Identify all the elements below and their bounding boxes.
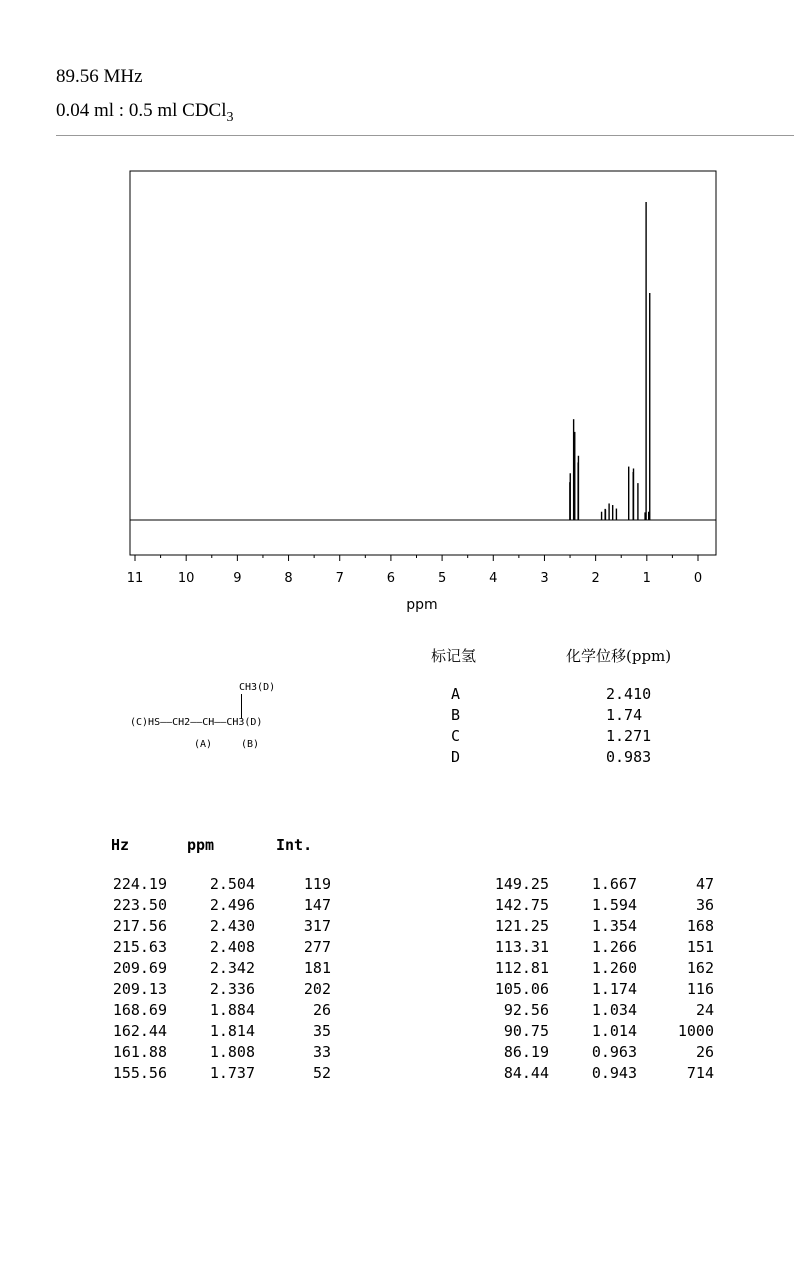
hydrogen-label: D — [451, 748, 461, 766]
spectrometer-frequency: 89.56 MHz — [56, 66, 143, 87]
peak-ppm: 1.814 — [209, 1022, 255, 1040]
x-tick-label: 3 — [540, 571, 549, 586]
x-tick-label: 1 — [642, 571, 651, 586]
x-tick-label: 5 — [437, 571, 447, 586]
peak-intensity: 35 — [312, 1022, 331, 1040]
peak-intensity: 24 — [695, 1001, 714, 1019]
hydrogen-label: C — [451, 727, 461, 745]
spectrum-peaks — [570, 202, 650, 520]
peak-intensity: 147 — [303, 896, 331, 914]
peak-ppm: 1.737 — [209, 1064, 255, 1082]
peak-intensity: 47 — [695, 875, 714, 893]
peak-hz: 92.56 — [503, 1001, 549, 1019]
peak-intensity: 181 — [303, 959, 331, 977]
x-tick-label: 7 — [335, 571, 344, 586]
peak-hz: 215.63 — [112, 938, 167, 956]
peak-hz: 105.06 — [494, 980, 549, 998]
peak-intensity: 26 — [312, 1001, 331, 1019]
x-tick-label: 8 — [284, 571, 293, 586]
x-tick-label: 10 — [177, 571, 195, 586]
peak-intensity: 277 — [303, 938, 331, 956]
sample-subscript: 3 — [226, 109, 234, 125]
peak-ppm: 2.342 — [209, 959, 255, 977]
structure-main-chain: (C)HS——CH2——CH——CH3(D) — [130, 717, 263, 728]
x-axis-label: ppm — [406, 597, 438, 613]
peak-hz: 217.56 — [112, 917, 167, 935]
x-tick-label: 2 — [591, 571, 600, 586]
peak-hz: 112.81 — [494, 959, 549, 977]
peak-ppm: 1.174 — [591, 980, 637, 998]
peak-hz: 162.44 — [112, 1022, 167, 1040]
peak-intensity: 36 — [695, 896, 714, 914]
peak-ppm: 2.496 — [209, 896, 255, 914]
peak-intensity: 116 — [686, 980, 714, 998]
peak-hz: 149.25 — [494, 875, 549, 893]
hydrogen-label: A — [451, 685, 461, 703]
shift-header: 化学位移(ppm) — [566, 647, 672, 665]
chemical-shift-value: 2.410 — [606, 685, 652, 703]
x-tick-label: 11 — [126, 571, 144, 586]
peak-ppm: 0.943 — [591, 1064, 637, 1082]
peak-hz: 86.19 — [503, 1043, 549, 1061]
peak-ppm: 0.963 — [591, 1043, 637, 1061]
peak-intensity: 26 — [695, 1043, 714, 1061]
peak-intensity: 52 — [312, 1064, 331, 1082]
x-tick-label: 4 — [489, 571, 498, 586]
x-tick-label: 0 — [693, 571, 703, 586]
peak-hz: 113.31 — [494, 938, 549, 956]
peak-hz: 121.25 — [494, 917, 549, 935]
sample-text: 0.04 ml : 0.5 ml CDCl — [56, 100, 227, 121]
peak-hz: 209.13 — [112, 980, 167, 998]
x-tick-label: 9 — [233, 571, 242, 586]
structure-label-b: (B) — [241, 739, 260, 750]
x-axis-ticks — [127, 555, 702, 586]
peak-intensity: 202 — [303, 980, 331, 998]
chemical-shift-value: 0.983 — [606, 748, 652, 766]
peak-ppm: 2.336 — [209, 980, 255, 998]
col-header-hz: Hz — [111, 836, 130, 854]
peak-hz: 142.75 — [494, 896, 549, 914]
peak-ppm: 2.430 — [209, 917, 255, 935]
peak-ppm: 1.808 — [209, 1043, 255, 1061]
chemical-shift-value: 1.74 — [606, 706, 643, 724]
peak-intensity: 33 — [312, 1043, 331, 1061]
col-header-ppm: ppm — [187, 836, 215, 854]
peak-ppm: 2.408 — [209, 938, 255, 956]
label-header: 标记氢 — [431, 647, 477, 665]
peak-ppm: 1.354 — [591, 917, 637, 935]
structure-label-a: (A) — [194, 739, 213, 750]
peak-intensity: 162 — [686, 959, 714, 977]
peak-hz: 155.56 — [112, 1064, 167, 1082]
peak-ppm: 1.034 — [591, 1001, 637, 1019]
peak-ppm: 1.266 — [591, 938, 637, 956]
peak-ppm: 1.594 — [591, 896, 637, 914]
peak-intensity: 119 — [303, 875, 331, 893]
structure-bond — [241, 694, 242, 718]
peak-hz: 223.50 — [112, 896, 167, 914]
peak-ppm: 1.260 — [591, 959, 637, 977]
peak-hz: 161.88 — [112, 1043, 167, 1061]
peak-hz: 90.75 — [503, 1022, 549, 1040]
peak-ppm: 2.504 — [209, 875, 255, 893]
peak-hz: 209.69 — [112, 959, 167, 977]
peak-intensity: 317 — [303, 917, 331, 935]
peak-hz: 168.69 — [112, 1001, 167, 1019]
hydrogen-label: B — [451, 706, 461, 724]
peak-ppm: 1.667 — [591, 875, 637, 893]
peak-intensity: 168 — [686, 917, 714, 935]
peak-hz: 84.44 — [503, 1064, 549, 1082]
col-header-int: Int. — [276, 836, 313, 854]
peak-ppm: 1.014 — [591, 1022, 637, 1040]
structure-top-group: CH3(D) — [239, 682, 276, 693]
peak-intensity: 1000 — [677, 1022, 714, 1040]
peak-intensity: 151 — [686, 938, 714, 956]
peak-ppm: 1.884 — [209, 1001, 255, 1019]
peak-intensity: 714 — [686, 1064, 714, 1082]
x-tick-label: 6 — [386, 571, 396, 586]
chemical-shift-value: 1.271 — [606, 727, 652, 745]
peak-hz: 224.19 — [112, 875, 167, 893]
